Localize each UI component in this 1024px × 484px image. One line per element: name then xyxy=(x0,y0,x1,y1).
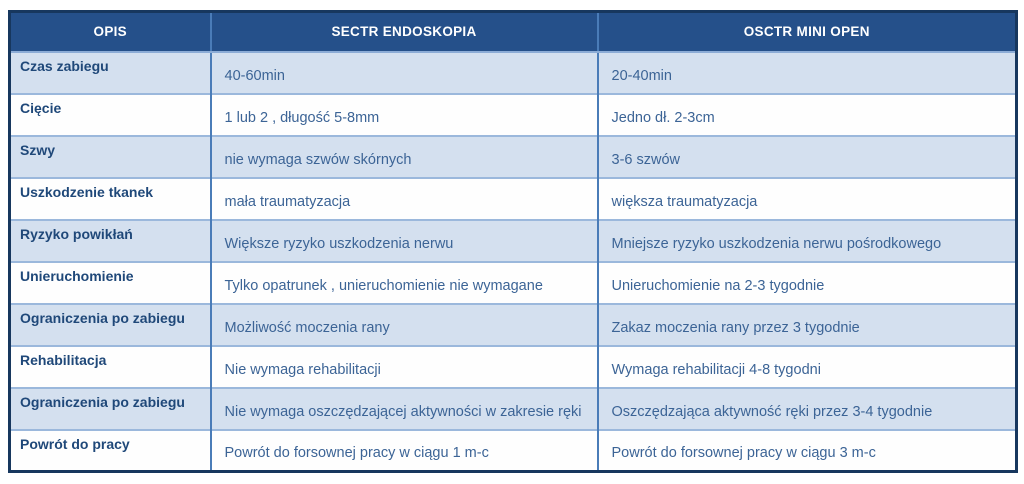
table-row xyxy=(10,388,1017,430)
endoskopia-value-cell: Możliwość moczenia rany xyxy=(211,304,598,346)
row-label-cell: Szwy xyxy=(10,136,211,178)
row-label-cell: Unieruchomienie xyxy=(10,262,211,304)
table-row xyxy=(10,220,1017,262)
table-row xyxy=(10,94,1017,136)
header-mini-open: OSCTR MINI OPEN xyxy=(598,12,1017,52)
table-header xyxy=(10,12,1017,52)
endoskopia-value-cell: 1 lub 2 , długość 5-8mm xyxy=(211,94,598,136)
row-label-cell: Czas zabiegu xyxy=(10,52,211,94)
row-label-cell: Uszkodzenie tkanek xyxy=(10,178,211,220)
mini-open-value-cell: Oszczędzająca aktywność ręki przez 3-4 tygodnie xyxy=(598,388,1017,430)
endoskopia-value-cell: Tylko opatrunek , unieruchomienie nie wymagane xyxy=(211,262,598,304)
comparison-table-container xyxy=(8,10,1018,471)
mini-open-value-cell: 3-6 szwów xyxy=(598,136,1017,178)
row-label-cell: Ryzyko powikłań xyxy=(10,220,211,262)
table-row xyxy=(10,52,1017,94)
table-row xyxy=(10,304,1017,346)
mini-open-value-cell: Powrót do forsownej pracy w ciągu 3 m-c xyxy=(598,430,1017,472)
mini-open-value-cell: Unieruchomienie na 2-3 tygodnie xyxy=(598,262,1017,304)
table-row xyxy=(10,178,1017,220)
row-label-cell: Ograniczenia po zabiegu xyxy=(10,388,211,430)
header-row xyxy=(10,12,1017,52)
header-opis: OPIS xyxy=(10,12,211,52)
table-row xyxy=(10,136,1017,178)
table-row xyxy=(10,346,1017,388)
endoskopia-value-cell: mała traumatyzacja xyxy=(211,178,598,220)
row-label-cell: Cięcie xyxy=(10,94,211,136)
endoskopia-value-cell: Powrót do forsownej pracy w ciągu 1 m-c xyxy=(211,430,598,472)
procedure-comparison-table xyxy=(8,10,1018,473)
table-body xyxy=(10,52,1017,472)
mini-open-value-cell: Wymaga rehabilitacji 4-8 tygodni xyxy=(598,346,1017,388)
endoskopia-value-cell: Nie wymaga oszczędzającej aktywności w zakresie ręki xyxy=(211,388,598,430)
mini-open-value-cell: Mniejsze ryzyko uszkodzenia nerwu pośrodkowego xyxy=(598,220,1017,262)
header-endoskopia: SECTR ENDOSKOPIA xyxy=(211,12,598,52)
endoskopia-value-cell: 40-60min xyxy=(211,52,598,94)
row-label-cell: Rehabilitacja xyxy=(10,346,211,388)
mini-open-value-cell: Jedno dł. 2-3cm xyxy=(598,94,1017,136)
mini-open-value-cell: Zakaz moczenia rany przez 3 tygodnie xyxy=(598,304,1017,346)
endoskopia-value-cell: Większe ryzyko uszkodzenia nerwu xyxy=(211,220,598,262)
mini-open-value-cell: większa traumatyzacja xyxy=(598,178,1017,220)
endoskopia-value-cell: Nie wymaga rehabilitacji xyxy=(211,346,598,388)
row-label-cell: Ograniczenia po zabiegu xyxy=(10,304,211,346)
mini-open-value-cell: 20-40min xyxy=(598,52,1017,94)
table-row xyxy=(10,430,1017,472)
endoskopia-value-cell: nie wymaga szwów skórnych xyxy=(211,136,598,178)
row-label-cell: Powrót do pracy xyxy=(10,430,211,472)
table-row xyxy=(10,262,1017,304)
